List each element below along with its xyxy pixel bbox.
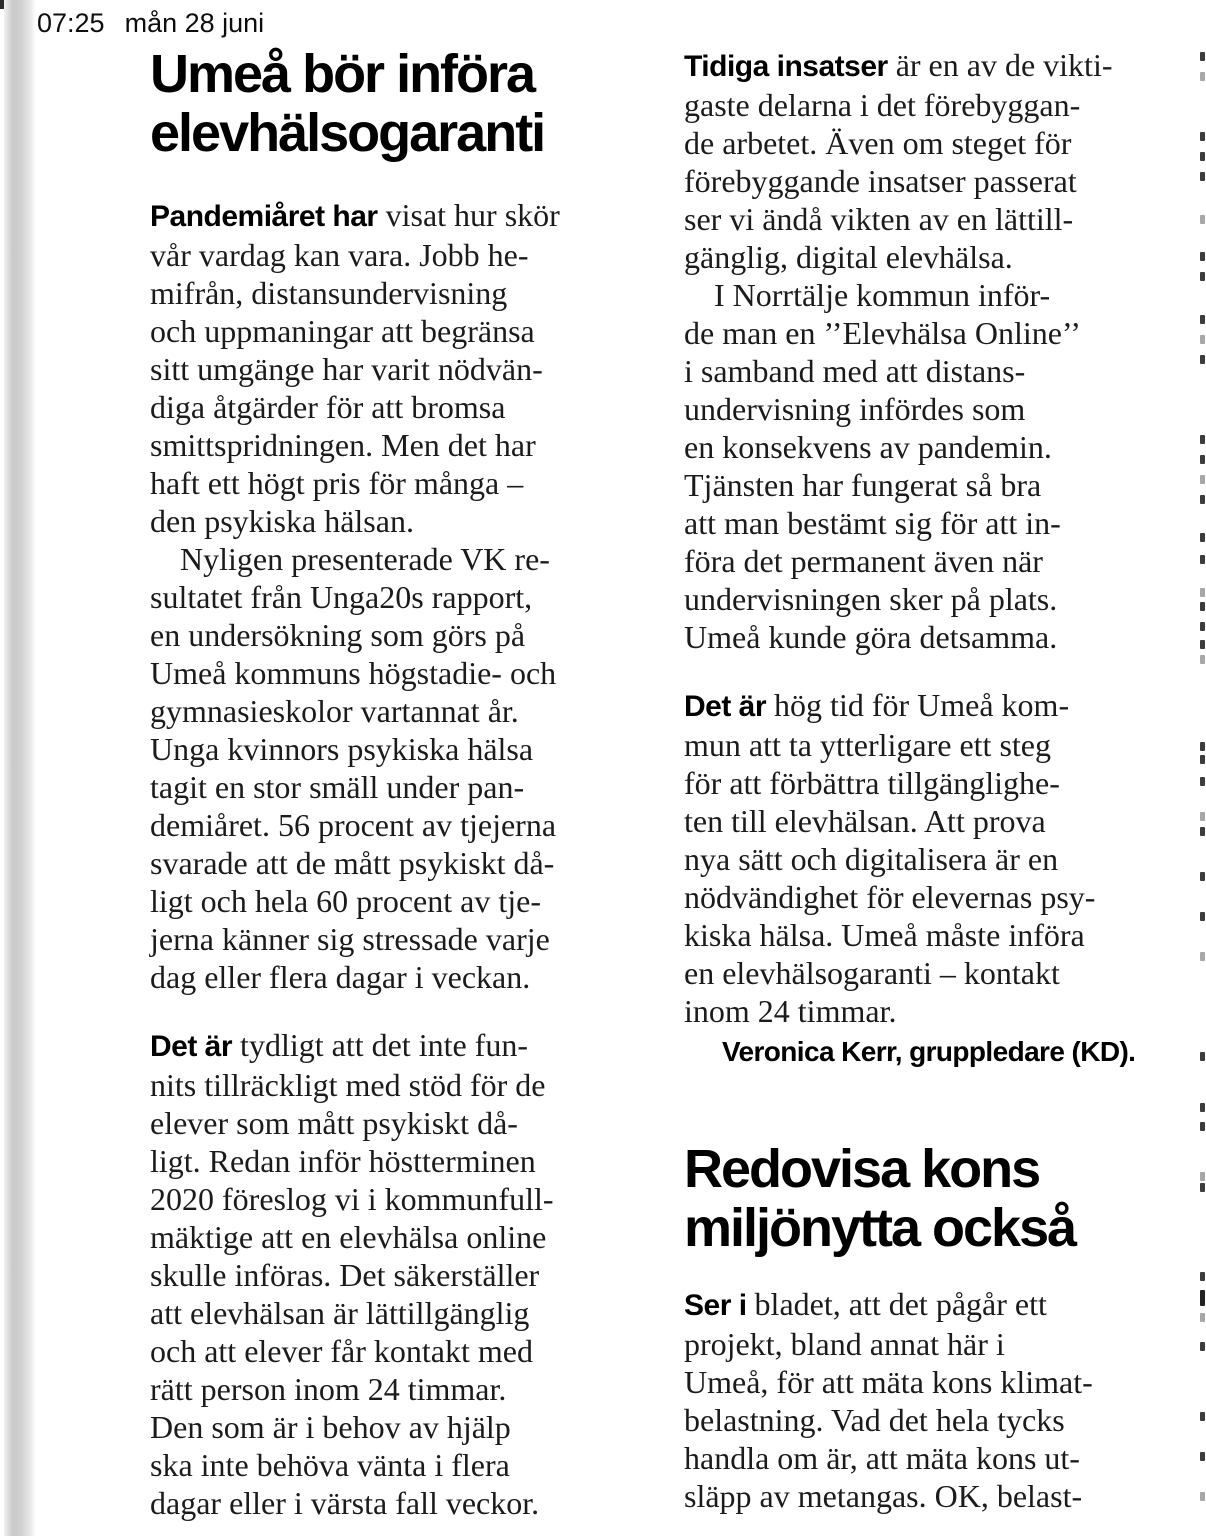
page-curl-shadow [4,0,36,1536]
paragraph-text: är en av de vikti- gaste delarna i det förebyggan- de arbetet. Även om steget för förebyggande insatser passerat ser vi ändå vikten av en lättill- gänglig, digital elevhälsa. [684,47,1113,275]
paragraph-lead: Det är [684,690,767,723]
page-edge-mark [1200,812,1205,821]
paragraph [684,46,1172,276]
page-edge-mark [1200,1052,1205,1061]
page-edge-mark [1200,1272,1205,1281]
page-edge-mark [1200,272,1205,281]
page-edge-mark [1200,588,1205,597]
page-edge-mark [1200,52,1205,61]
page-edge-mark [1200,315,1205,324]
page-edge-mark [1200,1103,1205,1112]
page-edge-mark [1200,152,1205,161]
paragraph-lead: Ser i [684,1289,747,1322]
page-edge-mark [1200,1122,1205,1131]
paragraph-text: visat hur skör vår vardag kan vara. Jobb he- mifrån, distansundervisning och uppmaningar att begränsa sitt umgänge har varit nödvän- diga åtgärder för att bromsa smittspridningen. Men det har haft ett högt pris för många – den psykiska hälsan. [150,197,560,539]
page-edge-mark [1200,640,1205,649]
page-edge-mark [1200,1290,1205,1306]
page-edge-mark [1200,827,1205,836]
status-time: 07:25 [37,8,105,38]
paragraph [684,276,1172,656]
page-edge-mark [1200,252,1205,261]
page-edge-mark [1200,172,1205,181]
page-edge-mark [1200,1313,1205,1322]
page-edge-mark [1200,912,1205,921]
paragraph-text: Nyligen presenterade VK re- sultatet från Unga20s rapport, en undersökning som görs på Umeå kommuns högstadie- och gymnasieskolor vartannat år. Unga kvinnors psykiska hälsa tagit en stor smäll under pan- demiåret. 56 procent av tjejerna svarade att de mått psykiskt då- ligt och hela 60 procent av tje- jerna känner sig stressade varje dag eller flera dagar i veckan. [150,541,557,995]
page-edge-mark [1200,215,1205,224]
page-edge-mark [1200,355,1205,364]
page-edge-mark [1200,475,1205,484]
byline: Veronica Kerr, gruppledare (KD). [722,1036,1136,1067]
article2-title: Redovisa kons miljönytta också [684,1139,1076,1258]
page-edge-mark [1200,1183,1205,1192]
page-edge-mark [1200,655,1205,664]
status-bar [37,6,264,40]
paragraph-lead: Pandemiåret har [150,200,378,233]
paragraph [684,686,1172,1030]
paragraph-lead: Tidiga insatser [684,50,888,83]
article-column-left [150,45,652,1522]
page-edge-mark [1200,435,1205,444]
page-edge-mark [1200,952,1205,961]
paragraph-lead: Det är [150,1030,233,1063]
page-edge-mark [1200,1172,1205,1181]
page-edge-mark [1200,1452,1205,1461]
paragraph-text: hög tid för Umeå kom- mun att ta ytterligare ett steg för att förbättra tillgänglighe- ten till elevhälsan. Att prova nya sätt och digitalisera är en nödvändighet för elevernas psy- kiska hälsa. Umeå måste införa en elevhälsogaranti – kontakt inom 24 timmar. [684,687,1096,1029]
paragraph-text: tydligt att det inte fun- nits tillräckligt med stöd för de elever som mått psykiskt då- ligt. Redan inför höstterminen 2020 föreslog vi i kommunfull- mäktige att en elevhälsa online skulle införas. Det säkerställer att elevhälsan är lättillgänglig och att elever får kontakt med rätt person inom 24 timmar. Den som är i behov av hjälp ska inte behöva vänta i flera dagar eller i värsta fall veckor. [150,1027,554,1521]
page-edge-mark [1200,872,1205,881]
page-edge-mark [1200,602,1205,611]
page-edge-mark [1200,777,1205,786]
page-edge-mark [1200,455,1205,464]
page-edge-mark [1200,132,1205,141]
page-edge-mark [1200,335,1205,344]
page-edge-mark [1200,1342,1205,1351]
paragraph-text: bladet, att det pågår ett projekt, bland annat här i Umeå, för att mäta kons klimat- belastning. Vad det hela tycks handla om är, att mäta kons ut- släpp av metangas. OK, belast- [684,1286,1093,1514]
paragraph [684,1285,1172,1515]
page-edge-mark [1200,1412,1205,1421]
page-edge-mark [1200,622,1205,631]
article1-title: Umeå bör införa elevhälsogaranti [150,44,545,163]
paragraph [150,196,652,540]
status-date: mån 28 juni [124,8,265,38]
page-edge-mark [1200,533,1205,542]
paragraph [150,540,652,996]
page-edge-mark [1200,1492,1205,1501]
page-edge-mark [1200,742,1205,751]
page-edge-mark [1200,755,1205,764]
page-edge-mark [1200,495,1205,504]
paragraph [150,1026,652,1522]
page-edge-mark [1200,555,1205,564]
paragraph-text: I Norrtälje kommun inför- de man en ’’Elevhälsa Online’’ i samband med att distans- undervisning infördes som en konsekvens av pandemin. Tjänsten har fungerat så bra att man bestämt sig för att in- föra det permanent även när undervisningen sker på plats. Umeå kunde göra detsamma. [684,277,1081,655]
article-column-right [684,46,1172,1515]
page-edge-mark [1200,72,1205,81]
